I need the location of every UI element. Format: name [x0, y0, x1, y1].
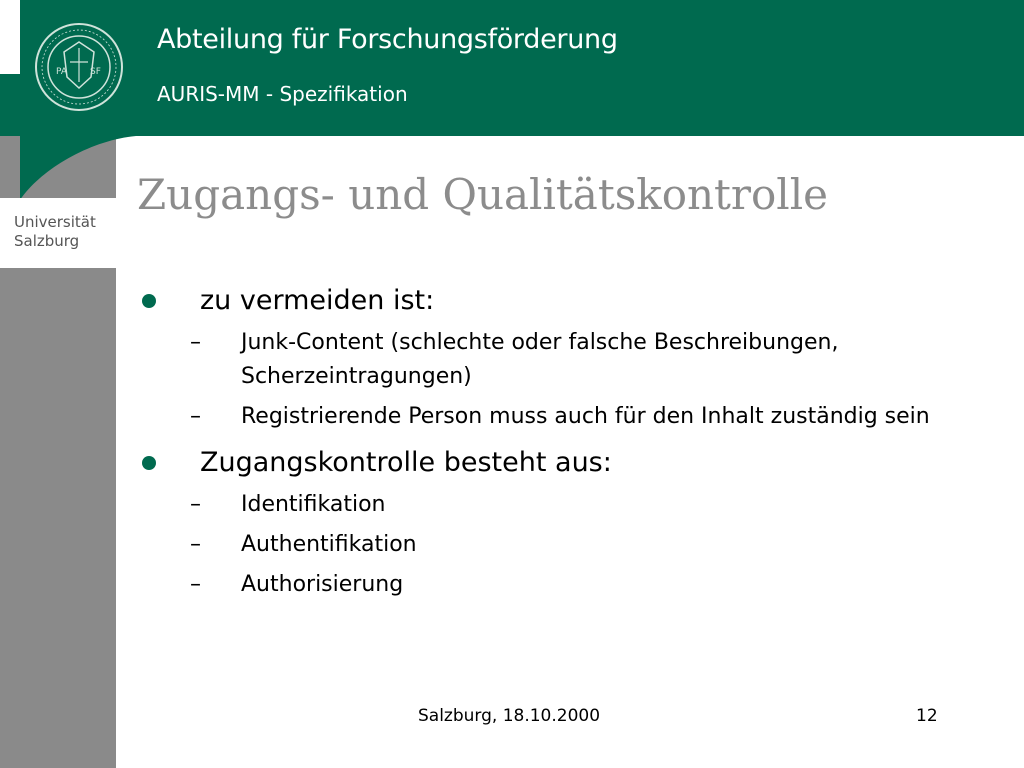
logo-line-2: Salzburg	[14, 232, 80, 250]
seal-right-text: SF	[90, 67, 101, 77]
dash-icon: –	[190, 532, 201, 557]
bullet-dot-icon	[142, 456, 156, 470]
bullet-text: zu vermeiden ist:	[200, 285, 435, 316]
sub-bullet-item	[140, 488, 1000, 522]
header-band	[0, 0, 1024, 136]
sub-bullet-text: Junk-Content (schlechte oder falsche Beschreibungen, Scherzeintragungen)	[241, 330, 839, 389]
university-seal-icon	[34, 22, 124, 112]
sub-bullet-text: Authentifikation	[241, 532, 417, 557]
header-title: Abteilung für Forschungsförderung	[157, 24, 618, 55]
dash-icon: –	[190, 492, 201, 517]
sub-bullet-item	[140, 568, 1000, 602]
sub-bullet-item	[140, 326, 961, 394]
university-logo	[14, 213, 114, 251]
bullet-item	[140, 282, 1000, 320]
bullet-text: Zugangskontrolle besteht aus:	[200, 447, 612, 478]
logo-line-1: Universität	[14, 213, 96, 231]
seal-left-text: PA	[56, 67, 68, 77]
slide-content	[140, 282, 1000, 608]
sub-bullet-text: Registrierende Person muss auch für den Inhalt zuständig sein	[241, 404, 930, 429]
dash-icon: –	[190, 572, 201, 597]
header-subtitle: AURIS-MM - Spezifikation	[157, 82, 408, 106]
footer-page-number: 12	[916, 706, 938, 726]
bullet-item	[140, 444, 1000, 482]
dash-icon: –	[190, 330, 201, 355]
sub-bullet-item	[140, 400, 961, 434]
dash-icon: –	[190, 404, 201, 429]
slide-title: Zugangs- und Qualitätskontrolle	[137, 170, 829, 219]
sub-bullet-text: Identifikation	[241, 492, 386, 517]
bullet-dot-icon	[142, 294, 156, 308]
sub-bullet-item	[140, 528, 1000, 562]
sub-bullet-text: Authorisierung	[241, 572, 404, 597]
footer-place-date: Salzburg, 18.10.2000	[418, 706, 601, 726]
